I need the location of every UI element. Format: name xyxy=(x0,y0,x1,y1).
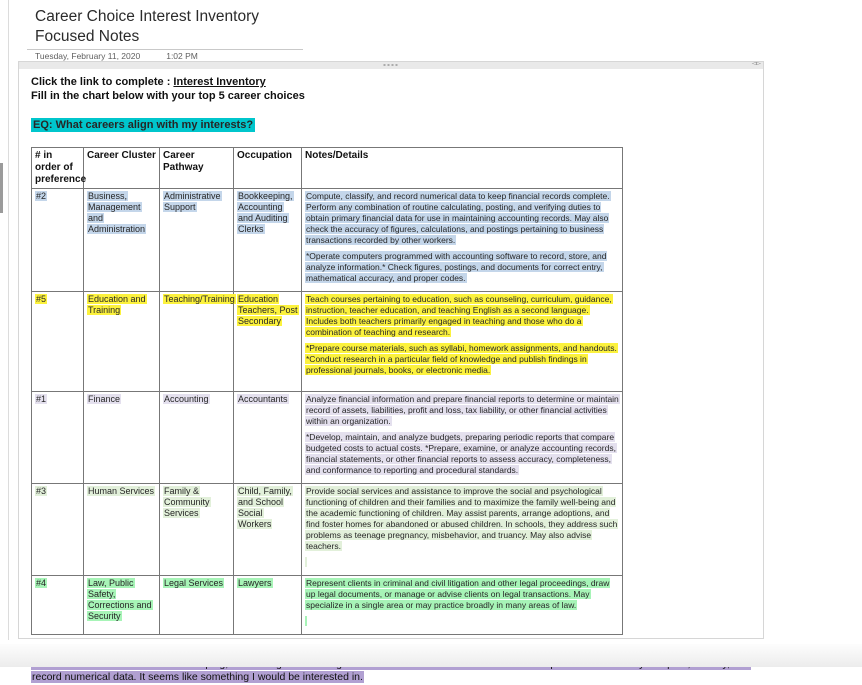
title-divider xyxy=(27,49,303,50)
col-header-occupation: Occupation xyxy=(234,148,302,189)
intro-line-1 xyxy=(31,75,751,89)
drag-handle-icon[interactable] xyxy=(384,64,399,66)
page-title[interactable] xyxy=(35,7,259,47)
rank-cell[interactable]: #5 xyxy=(32,292,84,392)
cluster-cell[interactable]: Business, Management and Administration xyxy=(84,189,160,292)
table-row xyxy=(32,292,623,392)
pathway-cell[interactable]: Family & Community Services xyxy=(160,484,234,576)
essential-question xyxy=(31,119,751,132)
page-title-line1[interactable]: Career Choice Interest Inventory xyxy=(35,8,259,25)
occupation-cell[interactable]: Bookkeeping, Accounting and Auditing Clerks xyxy=(234,189,302,292)
page-datetime xyxy=(35,51,198,61)
notes-cell[interactable]: Represent clients in criminal and civil litigation and other legal proceedings, draw up legal documents, or manage or advise clients on legal transactions. May specialize in a single area or may practice broadly in many areas of law. xyxy=(302,576,623,635)
page-time: 1:02 PM xyxy=(166,51,198,61)
interest-inventory-link[interactable]: Interest Inventory xyxy=(173,76,266,88)
resize-arrows-icon[interactable]: ◅▻ xyxy=(751,61,761,67)
cluster-cell[interactable]: Law, Public Safety, Corrections and Security xyxy=(84,576,160,635)
table-row xyxy=(32,189,623,292)
intro-link-prefix: Click the link to complete : xyxy=(31,76,174,88)
occupation-cell[interactable]: Education Teachers, Post Secondary xyxy=(234,292,302,392)
table-row xyxy=(32,392,623,484)
page-title-line2[interactable]: Focused Notes xyxy=(35,28,140,45)
table-header-row xyxy=(32,148,623,189)
intro-line-2: Fill in the chart below with your top 5 career choices xyxy=(31,90,305,102)
essential-question-text: EQ: What careers align with my interests? xyxy=(33,119,254,131)
occupation-cell[interactable]: Lawyers xyxy=(234,576,302,635)
col-header-rank: # in order of preference xyxy=(32,148,84,189)
notes-cell[interactable]: Provide social services and assistance to improve the social and psychological functioning of children and their families and to maximize the family well-being and the academic functioning of children. May assist parents, arrange adoptions, and find foster homes for abandoned or abused children. In schools, they address such problems as teenage pregnancy, misbehavior, and truancy. May also advise teachers. xyxy=(302,484,623,576)
notes-cell[interactable]: Analyze financial information and prepare financial reports to determine or maintain record of assets, liabilities, profit and loss, tax liability, or other financial activities within an organization. *Develop, maintain, and analyze budgets, preparing periodic reports that compare budgeted costs to actual costs. *Prepare, examine, or analyze accounting records, financial statements, or other financial reports to assess accuracy, completeness, and conformance to reporting and procedural standards. xyxy=(302,392,623,484)
note-body xyxy=(19,69,763,685)
rank-cell[interactable]: #2 xyxy=(32,189,84,292)
occupation-cell[interactable]: Accountants xyxy=(234,392,302,484)
panel-scrollbar-thumb[interactable] xyxy=(0,163,3,213)
cluster-cell[interactable]: Education and Training xyxy=(84,292,160,392)
col-header-pathway: Career Pathway xyxy=(160,148,234,189)
col-header-cluster: Career Cluster xyxy=(84,148,160,189)
pathway-cell[interactable]: Legal Services xyxy=(160,576,234,635)
notes-cell[interactable]: Compute, classify, and record numerical data to keep financial records complete. Perform any combination of routine calculating, posting, and verifying duties to obtain primary financial data for use in maintaining accounting records. May also check the accuracy of figures, calculations, and postings pertaining to business transactions recorded by other workers. *Operate computers programmed with accounting software to record, store, and analyze information.* Check figures, postings, and documents for correct entry, mathematical accuracy, and proper codes. xyxy=(302,189,623,292)
pathway-cell[interactable]: Administrative Support xyxy=(160,189,234,292)
rank-cell[interactable]: #3 xyxy=(32,484,84,576)
pathway-cell[interactable]: Teaching/Training xyxy=(160,292,234,392)
rank-cell[interactable]: #4 xyxy=(32,576,84,635)
cluster-cell[interactable]: Human Services xyxy=(84,484,160,576)
occupation-cell[interactable]: Child, Family, and School Social Workers xyxy=(234,484,302,576)
notes-cell[interactable]: Teach courses pertaining to education, such as counseling, curriculum, guidance, instruction, teacher education, and teaching English as a second language. Includes both teachers primarily engaged in teaching and those who do a combination of teaching and research. *Prepare course materials, such as syllabi, homework assignments, and handouts. *Conduct research in a particular field of knowledge and publish findings in professional journals, books, or electronic media. xyxy=(302,292,623,392)
canvas-background xyxy=(0,644,862,667)
outline-drag-bar[interactable] xyxy=(19,62,763,69)
rank-cell[interactable]: #1 xyxy=(32,392,84,484)
table-row xyxy=(32,576,623,635)
career-choices-table[interactable] xyxy=(31,147,623,635)
panel-divider xyxy=(8,0,9,640)
page-date: Tuesday, February 11, 2020 xyxy=(35,51,141,61)
pathway-cell[interactable]: Accounting xyxy=(160,392,234,484)
note-outline-container[interactable] xyxy=(18,61,764,683)
summary-text: record numerical data. It seems like something I would be interested in. xyxy=(32,671,363,683)
table-row xyxy=(32,484,623,576)
cluster-cell[interactable]: Finance xyxy=(84,392,160,484)
col-header-notes: Notes/Details xyxy=(302,148,623,189)
